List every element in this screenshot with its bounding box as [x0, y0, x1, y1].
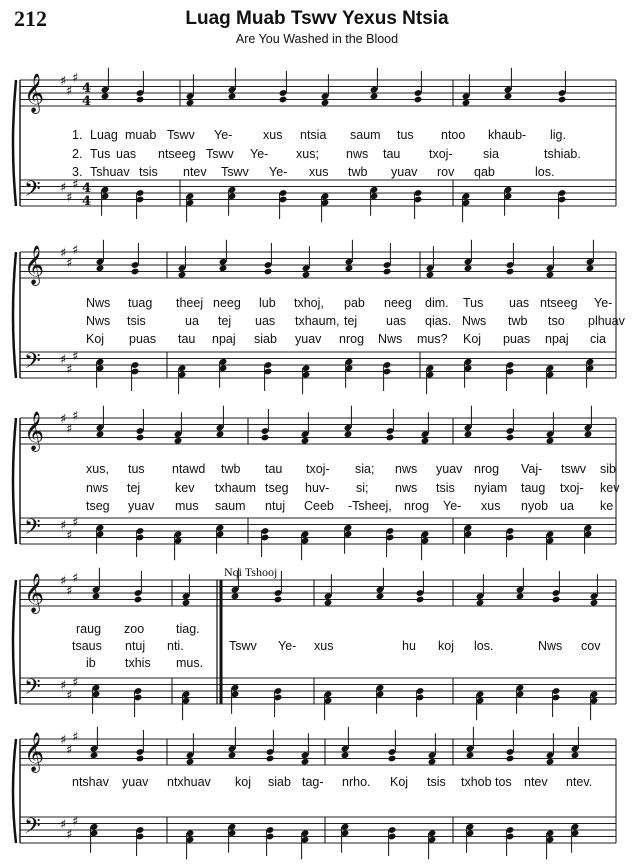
notehead — [546, 271, 555, 279]
bass-clef: 𝄢 — [24, 349, 41, 379]
notehead — [341, 751, 350, 759]
lyric-syllable: txhis — [125, 656, 151, 670]
sharp-sign: ♯ — [72, 70, 79, 86]
lyric-syllable: tseg — [86, 499, 110, 513]
lyric-line — [0, 622, 634, 638]
sharp-sign: ♯ — [66, 362, 73, 378]
lyric-syllable: yuav — [295, 332, 322, 346]
lyric-syllable: tus — [397, 128, 414, 142]
lyric-syllable: ntawd — [172, 462, 206, 476]
sharp-sign: ♯ — [72, 177, 79, 193]
lyric-line — [0, 314, 634, 330]
lyric-syllable: ntseeg — [540, 296, 578, 310]
notehead — [506, 755, 515, 763]
lyric-syllable: koj — [438, 639, 454, 653]
notehead — [96, 430, 105, 438]
sharp-sign: ♯ — [72, 729, 79, 745]
lyric-syllable: ntev — [183, 165, 207, 179]
lyric-syllable: tuag — [128, 296, 153, 310]
notehead — [506, 268, 515, 276]
lyric-syllable: ntshav — [72, 775, 109, 789]
sharp-sign: ♯ — [60, 733, 67, 748]
sharp-sign: ♯ — [60, 817, 67, 833]
lyric-syllable: neeg — [213, 296, 241, 310]
lyric-syllable: saum — [350, 128, 381, 142]
lyric-syllable: 2. — [72, 147, 83, 161]
lyric-syllable: Tswv — [229, 639, 257, 653]
sharp-sign: ♯ — [60, 574, 67, 589]
lyric-syllable: xus — [309, 165, 329, 179]
notehead — [516, 592, 525, 600]
lyric-syllable: txhoj, — [294, 296, 324, 310]
lyric-syllable: xus, — [86, 462, 109, 476]
treble-clef: 𝄞 — [24, 411, 45, 451]
notehead — [182, 599, 191, 607]
lyric-syllable: tos — [495, 775, 512, 789]
music-system-4 — [0, 565, 634, 723]
music-system-1 — [0, 70, 634, 220]
notehead — [386, 434, 395, 442]
lyric-syllable: txoj- — [306, 462, 330, 476]
lyric-syllable: nyiam — [474, 481, 508, 495]
sharp-sign: ♯ — [60, 518, 67, 534]
lyric-syllable: nrho. — [342, 775, 371, 789]
lyric-syllable: Ye- — [278, 639, 297, 653]
lyric-syllable: cia — [590, 332, 606, 346]
lyric-syllable: rov — [437, 165, 455, 179]
treble-clef: 𝄞 — [24, 732, 45, 772]
notehead — [464, 430, 473, 438]
lyric-syllable: Nws — [86, 296, 111, 310]
notehead — [302, 271, 311, 279]
lyric-syllable: ntev. — [566, 775, 593, 789]
lyric-syllable: twb — [508, 314, 528, 328]
lyric-syllable: Tshuav — [90, 165, 130, 179]
lyric-syllable: tau — [178, 332, 196, 346]
lyric-syllable: ua — [560, 499, 574, 513]
notehead — [136, 755, 145, 763]
notehead — [264, 268, 273, 276]
lyric-syllable: cov — [581, 639, 601, 653]
sharp-sign: ♯ — [66, 688, 73, 704]
notehead — [216, 430, 225, 438]
treble-clef: 𝄞 — [24, 573, 45, 613]
lyric-syllable: dim. — [425, 296, 449, 310]
lyric-syllable: hu — [402, 639, 416, 653]
notehead — [414, 96, 423, 104]
lyric-syllable: Ye- — [250, 147, 269, 161]
lyric-syllable: sia — [483, 147, 499, 161]
lyric-syllable: los. — [474, 639, 494, 653]
lyric-syllable: Ceeb — [304, 499, 334, 513]
hymn-title: Luag Muab Tswv Yexus Ntsia — [185, 8, 449, 29]
system-1-staves — [0, 70, 634, 220]
lyric-syllable: si; — [356, 481, 369, 495]
lyric-syllable: yuav — [391, 165, 418, 179]
lyric-syllable: ntev — [524, 775, 548, 789]
lyric-syllable: Vaj- — [521, 462, 543, 476]
lyric-syllable: mus? — [417, 332, 448, 346]
lyric-syllable: siab — [268, 775, 291, 789]
lyric-syllable: 3. — [72, 165, 83, 179]
lyric-syllable: txoj- — [560, 481, 584, 495]
lyric-syllable: ntuj — [125, 639, 146, 653]
notehead — [546, 437, 555, 445]
notehead — [504, 92, 513, 100]
lyric-syllable: Nws — [378, 332, 403, 346]
notehead — [376, 592, 385, 600]
lyric-syllable: Ye- — [214, 128, 233, 142]
lyric-syllable: 1. — [72, 128, 83, 142]
lyric-syllable: ntseeg — [158, 147, 196, 161]
lyric-syllable: tej — [218, 314, 232, 328]
sharp-sign: ♯ — [72, 515, 79, 531]
lyric-syllable: tau — [265, 462, 283, 476]
notehead — [558, 96, 567, 104]
bass-clef: 𝄢 — [24, 675, 41, 705]
notehead — [370, 92, 379, 100]
lyric-syllable: huv- — [305, 481, 330, 495]
lyric-syllable: Luag — [90, 128, 118, 142]
sharp-sign: ♯ — [60, 352, 67, 368]
lyric-syllable: tso — [548, 314, 565, 328]
sharp-sign: ♯ — [60, 412, 67, 427]
notehead — [261, 434, 270, 442]
lyric-syllable: ntxhuav — [167, 775, 211, 789]
lyric-syllable: kev — [175, 481, 195, 495]
lyric-syllable: tag- — [302, 775, 324, 789]
lyric-syllable: ib — [86, 656, 96, 670]
notehead — [279, 96, 288, 104]
lyric-syllable: npaj — [545, 332, 569, 346]
notehead — [546, 758, 555, 766]
lyric-syllable: yuav — [128, 499, 155, 513]
lyric-syllable: txhob — [461, 775, 492, 789]
time-signature-bottom: 4 — [82, 194, 92, 209]
lyric-syllable: Ye- — [443, 499, 462, 513]
sharp-sign: ♯ — [60, 678, 67, 694]
notehead — [466, 751, 475, 759]
notehead — [96, 264, 105, 272]
notehead — [219, 264, 228, 272]
lyric-syllable: nws — [395, 462, 418, 476]
notehead — [462, 99, 471, 107]
lyric-syllable: Koj — [463, 332, 482, 346]
lyric-syllable: txoj- — [429, 147, 453, 161]
notehead — [134, 596, 143, 604]
sharp-sign: ♯ — [66, 827, 73, 843]
bass-clef: 𝄢 — [24, 177, 41, 207]
lyric-syllable: sib — [600, 462, 616, 476]
notehead — [266, 755, 275, 763]
lyric-syllable: ntuj — [265, 499, 286, 513]
lyric-line — [0, 128, 634, 144]
lyric-syllable: Tswv — [206, 147, 234, 161]
lyric-syllable: tswv — [561, 462, 586, 476]
bass-clef: 𝄢 — [24, 515, 41, 545]
lyric-syllable: plhuav — [588, 314, 625, 328]
notehead — [344, 430, 353, 438]
music-system-3 — [0, 406, 634, 556]
lyric-syllable: Koj — [86, 332, 105, 346]
sharp-sign: ♯ — [66, 421, 73, 437]
lyric-syllable: nrog — [474, 462, 500, 476]
lyric-syllable: tshiab. — [544, 147, 581, 161]
notehead — [428, 758, 437, 766]
notehead — [136, 96, 145, 104]
lyric-syllable: tiag. — [176, 622, 200, 636]
lyric-syllable: ke — [600, 499, 614, 513]
notehead — [464, 264, 473, 272]
sharp-sign: ♯ — [72, 349, 79, 365]
lyric-syllable: nrog — [339, 332, 365, 346]
notehead — [101, 92, 110, 100]
lyric-syllable: qias. — [425, 314, 452, 328]
notehead — [301, 758, 310, 766]
lyric-syllable: mus — [175, 499, 199, 513]
notehead — [383, 268, 392, 276]
sharp-sign: ♯ — [66, 528, 73, 544]
lyric-syllable: khaub- — [488, 128, 527, 142]
lyric-syllable: Ye- — [594, 296, 613, 310]
sharp-sign: ♯ — [72, 570, 79, 586]
lyric-syllable: Nws — [86, 314, 111, 328]
music-system-5 — [0, 729, 634, 864]
sharp-sign: ♯ — [66, 583, 73, 599]
lyric-syllable: txhaum, — [295, 314, 340, 328]
notehead — [228, 92, 237, 100]
sharp-sign: ♯ — [60, 74, 67, 89]
notehead — [301, 437, 310, 445]
lyric-syllable: xus — [481, 499, 501, 513]
lyric-syllable: yuav — [436, 462, 463, 476]
lyric-syllable: xus — [314, 639, 334, 653]
notehead — [174, 437, 183, 445]
time-signature-bottom: 4 — [82, 94, 92, 109]
treble-clef: 𝄞 — [24, 245, 45, 285]
lyric-line — [0, 147, 634, 163]
lyric-syllable: twb — [221, 462, 241, 476]
notehead — [590, 599, 599, 607]
lyric-syllable: Nws — [462, 314, 487, 328]
notehead — [90, 751, 99, 759]
lyric-syllable: puas — [503, 332, 531, 346]
lyric-syllable: taug — [521, 481, 546, 495]
lyric-syllable: tej — [344, 314, 358, 328]
lyric-line — [0, 639, 634, 655]
lyric-syllable: -Tsheej, — [348, 499, 392, 513]
notehead — [324, 599, 333, 607]
lyric-syllable: raug — [76, 622, 102, 636]
hymn-subtitle: Are You Washed in the Blood — [235, 32, 399, 46]
notehead — [421, 437, 430, 445]
lyric-line — [0, 656, 634, 672]
treble-clef: 𝄞 — [24, 73, 45, 113]
notehead — [426, 271, 435, 279]
sharp-sign: ♯ — [72, 814, 79, 830]
notehead — [92, 592, 101, 600]
lyric-syllable: Koj — [390, 775, 409, 789]
bass-clef: 𝄢 — [24, 814, 41, 844]
lyric-syllable: lig. — [550, 128, 566, 142]
lyric-line — [0, 296, 634, 312]
sharp-sign: ♯ — [60, 246, 67, 261]
lyric-line — [0, 775, 634, 791]
sharp-sign: ♯ — [66, 83, 73, 99]
refrain-label: Nqi Tshooj — [224, 565, 278, 579]
sharp-sign: ♯ — [72, 242, 79, 258]
lyric-syllable: yuav — [122, 775, 149, 789]
lyric-syllable: puas — [129, 332, 157, 346]
lyric-syllable: los. — [535, 165, 555, 179]
notehead — [131, 268, 140, 276]
lyric-line — [0, 499, 634, 515]
lyric-syllable: uas — [116, 147, 137, 161]
lyric-syllable: xus; — [296, 147, 319, 161]
notehead — [136, 434, 145, 442]
lyric-syllable: saum — [215, 499, 246, 513]
lyric-syllable: tsaus — [72, 639, 102, 653]
lyric-line — [0, 462, 634, 478]
lyric-line — [0, 165, 634, 181]
lyric-syllable: Tswv — [167, 128, 195, 142]
lyric-syllable: neeg — [384, 296, 412, 310]
notehead — [584, 430, 593, 438]
notehead — [186, 99, 195, 107]
notehead — [231, 592, 240, 600]
lyric-syllable: uas — [509, 296, 530, 310]
lyric-line — [0, 332, 634, 348]
lyric-syllable: tus — [128, 462, 145, 476]
sharp-sign: ♯ — [72, 408, 79, 424]
notehead — [388, 755, 397, 763]
lyric-syllable: uas — [386, 314, 407, 328]
sharp-sign: ♯ — [60, 180, 67, 196]
lyric-syllable: qab — [474, 165, 495, 179]
brace — [13, 739, 16, 843]
lyric-line — [0, 481, 634, 497]
lyric-syllable: nyob — [521, 499, 549, 513]
lyric-syllable: tsis — [139, 165, 158, 179]
lyric-syllable: Tus — [90, 147, 111, 161]
notehead — [321, 99, 330, 107]
lyric-syllable: kev — [600, 481, 620, 495]
notehead — [506, 434, 515, 442]
notehead — [552, 596, 561, 604]
notehead — [345, 264, 354, 272]
lyric-syllable: tau — [383, 147, 401, 161]
lyric-syllable: Tswv — [221, 165, 249, 179]
lyric-syllable: nws — [346, 147, 369, 161]
notehead — [476, 599, 485, 607]
notehead — [416, 596, 425, 604]
sharp-sign: ♯ — [72, 675, 79, 691]
system-5-staves — [0, 729, 634, 864]
time-signature-top: 4 — [82, 181, 92, 196]
lyric-syllable: tej — [127, 481, 141, 495]
lyric-syllable: nws — [395, 481, 418, 495]
lyric-syllable: tsis — [436, 481, 455, 495]
lyric-syllable: ua — [185, 314, 199, 328]
lyric-syllable: Tus — [463, 296, 484, 310]
lyric-syllable: siab — [254, 332, 277, 346]
lyric-syllable: sia; — [355, 462, 375, 476]
lyric-syllable: nrog — [404, 499, 430, 513]
lyric-syllable: nti. — [167, 639, 184, 653]
notehead — [228, 751, 237, 759]
lyric-syllable: twb — [348, 165, 368, 179]
sharp-sign: ♯ — [66, 190, 73, 206]
lyric-syllable: zoo — [124, 622, 145, 636]
lyric-syllable: xus — [263, 128, 283, 142]
lyric-syllable: uas — [255, 314, 276, 328]
sharp-sign: ♯ — [66, 255, 73, 271]
lyric-syllable: ntoo — [441, 128, 466, 142]
notehead — [571, 751, 580, 759]
lyric-syllable: pab — [344, 296, 365, 310]
lyric-syllable: npaj — [212, 332, 236, 346]
notehead — [186, 758, 195, 766]
time-signature-top: 4 — [82, 81, 92, 96]
lyric-syllable: tsis — [127, 314, 146, 328]
lyric-syllable: tsis — [427, 775, 446, 789]
lyric-syllable: nws — [86, 481, 109, 495]
lyric-syllable: koj — [235, 775, 251, 789]
notehead — [586, 264, 595, 272]
lyric-syllable: tseg — [265, 481, 289, 495]
music-system-2 — [0, 242, 634, 392]
lyric-syllable: ntsia — [300, 128, 327, 142]
notehead — [274, 596, 283, 604]
sharp-sign: ♯ — [66, 742, 73, 758]
hymn-number: 212 — [14, 6, 47, 31]
lyric-syllable: muab — [125, 128, 157, 142]
lyric-syllable: Nws — [538, 639, 563, 653]
lyric-syllable: lub — [259, 296, 276, 310]
lyric-syllable: theej — [176, 296, 204, 310]
lyric-syllable: mus. — [176, 656, 204, 670]
notehead — [178, 271, 187, 279]
lyric-syllable: txhaum — [215, 481, 256, 495]
lyric-syllable: Ye- — [269, 165, 288, 179]
